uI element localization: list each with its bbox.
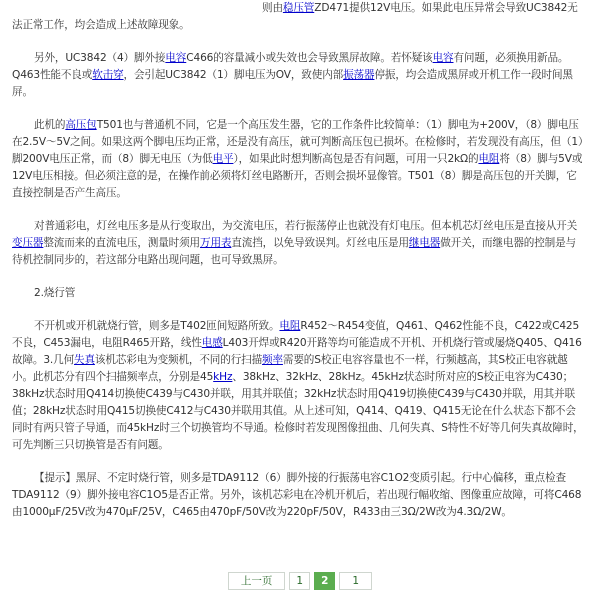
page-number-button[interactable]: 1: [339, 572, 372, 590]
article-paragraph: [12, 0, 586, 34]
paragraph-text: 2.烧行管: [34, 287, 76, 299]
article-paragraph: [12, 318, 586, 454]
paragraph-text: 【提示】黑屏、不定时烧行管，则多是TDA9112（6）脚外接的行振荡电容C1O2变质引起。行中心偏移，重点检查TDA9112（9）脚外接电容C1O5是否正常。另外，该机芯彩电在冷机开机后，若出现行幅收缩、图像重应故障，可将C468由1000μF/25V改为470μF/25V，C465由470pF/50V改为220pF/50V，R433由三3Ω/2W改为4.3Ω/2W。: [12, 472, 582, 518]
paragraph-text: R452～R454变值，Q461、Q462性能不良，C422或C425不良，C453漏电，电阻R465开路，线性: [12, 320, 580, 349]
keyword-link[interactable]: 电容: [432, 52, 454, 64]
section-heading: [12, 285, 586, 302]
paragraph-text: 不开机或开机就烧行管，则多是T402匝间短路所致。: [34, 320, 280, 332]
article-body: [12, 0, 586, 521]
paragraph-text: 停振，均会造成黑屏或开机工作一段时间黑屏。: [12, 69, 573, 98]
paragraph-text: 此机的: [34, 119, 66, 131]
keyword-link[interactable]: 高压包: [65, 119, 97, 131]
paragraph-text: 整流而来的直流电压，测量时须用: [43, 237, 200, 249]
paragraph-text: 另外，UC3842（4）脚外接: [34, 52, 166, 64]
paragraph-text: ），如果此时想判断高包是否有问题，可用一只2kΩ的: [233, 153, 479, 165]
paragraph-text: 直流挡，以免导致误判。灯丝电压是用: [231, 237, 409, 249]
article-paragraph: [12, 50, 586, 101]
keyword-link[interactable]: 万用表: [200, 237, 232, 249]
paragraph-text: 需要的S校正电容容量也不一样，行频越高，其S校正电容就越小。此机芯分有四个扫描频率点，分别是45: [12, 354, 568, 383]
keyword-link[interactable]: 电阻: [279, 320, 301, 332]
paragraph-text: 、38kHz、32kHz、28kHz。45kHz状态时所对应的S校正电容为C430；38kHz状态时用Q414切换使C439与C430并联，用其并联值；32kHz状态时用Q419切换使C439与C430并联，用其并联值；28kHz状态时用Q415切换使C412与C430并联用其值。从上述可知，Q414、Q419、Q415无论在什么状态下都不会同时有两只管子导通，而45kHz时三个切换管均不导通。检修时若发现图像扭曲、几何失真、S特性不好等几何失真故障时，可先判断三只切换管是否有问题。: [12, 371, 584, 451]
page-number-button[interactable]: 1: [289, 572, 310, 590]
article-paragraph: [12, 218, 586, 269]
keyword-link[interactable]: kHz: [213, 371, 233, 383]
paragraph-text: 将（8）脚与5V或12V电压相接。但必须注意的是，在操作前必须将灯丝电路断开，否则会损坏显像管。T501（8）脚是高压包的开关脚，它直接控制是否产生高压。: [12, 153, 583, 199]
article-paragraph: [12, 117, 586, 202]
keyword-link[interactable]: 继电器: [408, 237, 441, 249]
paragraph-text: ZD471提供12V电压。如果此电压异常会导致UC3842无法正常工作，均会造成上述故障现象。: [12, 2, 578, 31]
paragraph-text: 有问题，必须换用新品。Q463性能不良或: [12, 52, 569, 81]
keyword-link[interactable]: 变压器: [12, 237, 44, 249]
keyword-link[interactable]: 电感: [201, 337, 223, 349]
paragraph-text: 对普通彩电，灯丝电压多是从行变取出，为交流电压，若行振荡停止也就没有灯电压。但本机芯灯丝电压是直接从开关: [34, 220, 578, 232]
keyword-link[interactable]: 电阻: [478, 153, 500, 165]
keyword-link[interactable]: 稳压管: [282, 2, 315, 14]
keyword-link[interactable]: 电容: [165, 52, 187, 64]
current-page-button[interactable]: 2: [314, 572, 335, 590]
prev-page-button[interactable]: 上一页: [228, 572, 286, 590]
pagination: [0, 571, 600, 591]
article-paragraph: [12, 470, 586, 521]
paragraph-text: C466的容量减小或失效也会导致黑屏故障。若怀疑该: [186, 52, 433, 64]
keyword-link[interactable]: 软击穿: [92, 69, 124, 81]
paragraph-text: T501也与普通机不同，它是一个高压发生器，它的工作条件比较简单：（1）脚电为+200V，（8）脚电压在2.5V～5V之间。如果这两个脚电压均正常，还是没有高压，就可判断高压包已损坏。在检修时，若发现没有高压，但（1）脚200V电压正常，而（8）脚无电压（为低: [12, 119, 584, 165]
keyword-link[interactable]: 电平: [212, 153, 234, 165]
paragraph-text: 做开关，而继电器的控制是与待机控制同步的，若这部分电路出现问题，也可导致黑屏。: [12, 237, 577, 266]
paragraph-text: L403开焊或R420开路等均可能造成不开机、开机烧行管或屡烧Q405、Q416故障。3.几何: [12, 337, 582, 366]
paragraph-text: 该机芯彩电为变频机，不同的行扫描: [94, 354, 263, 366]
paragraph-text: ，会引起UC3842（1）脚电压为OV，致使内部: [123, 69, 344, 81]
keyword-link[interactable]: 频率: [262, 354, 283, 366]
keyword-link[interactable]: 失真: [74, 354, 95, 366]
paragraph-text: 则由: [262, 2, 283, 14]
keyword-link[interactable]: 振荡器: [343, 69, 375, 81]
